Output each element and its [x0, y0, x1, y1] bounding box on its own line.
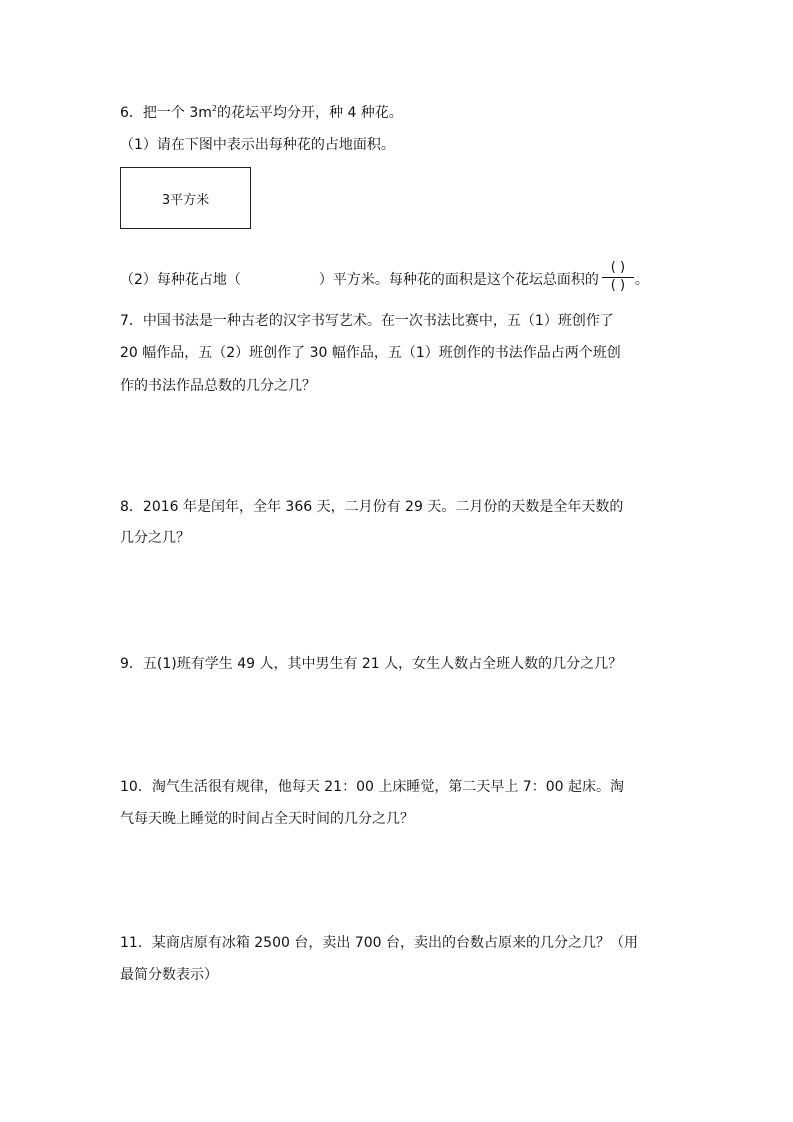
question-10-line-2: 气每天晚上睡觉的时间占全天时间的几分之几？ — [120, 811, 414, 827]
flowerbed-area-label: 3平方米 — [161, 192, 210, 208]
question-8-line-1: 8．2016 年是闰年，全年 366 天，二月份有 29 天。二月份的天数是全年天数的 — [120, 499, 624, 515]
question-7-line-1: 7．中国书法是一种古老的汉字书写艺术。在一次书法比赛中，五（1）班创作了 — [120, 313, 614, 329]
q6-part2-prefix: （2）每种花占地（ — [120, 272, 241, 288]
q6-part2-end: 。 — [634, 272, 649, 288]
question-7-line-3: 作的书法作品总数的几分之几？ — [120, 378, 316, 394]
question-6-part-1: （1）请在下图中表示出每种花的占地面积。 — [120, 137, 395, 153]
question-11-line-1: 11．某商店原有冰箱 2500 台，卖出 700 台，卖出的台数占原来的几分之几？（用 — [120, 935, 638, 951]
question-9-line-1: 9．五(1)班有学生 49 人，其中男生有 21 人，女生人数占全班人数的几分之几？ — [120, 656, 623, 672]
question-6-text — [120, 103, 403, 123]
question-6-part-2 — [120, 260, 649, 297]
q6-suffix: 的花坛平均分开，种 4 种花。 — [217, 105, 403, 121]
fraction-numerator-blank: ( ) — [610, 260, 626, 275]
q6-prefix: 6．把一个 3m — [120, 105, 212, 121]
fraction-denominator-blank: ( ) — [610, 278, 626, 293]
q6-part2-middle: ）平方米。每种花的面积是这个花坛总面积的 — [318, 272, 599, 288]
question-11-line-2: 最简分数表示） — [120, 967, 218, 983]
fraction-blank[interactable] — [601, 260, 635, 294]
q6-exponent: 2 — [211, 104, 217, 113]
question-8-line-2: 几分之几？ — [120, 530, 190, 546]
flowerbed-rectangle — [120, 167, 251, 229]
question-7-line-2: 20 幅作品，五（2）班创作了 30 幅作品，五（1）班创作的书法作品占两个班创 — [120, 345, 621, 361]
question-10-line-1: 10．淘气生活很有规律，他每天 21：00 上床睡觉，第二天早上 7：00 起床。淘 — [120, 779, 624, 795]
